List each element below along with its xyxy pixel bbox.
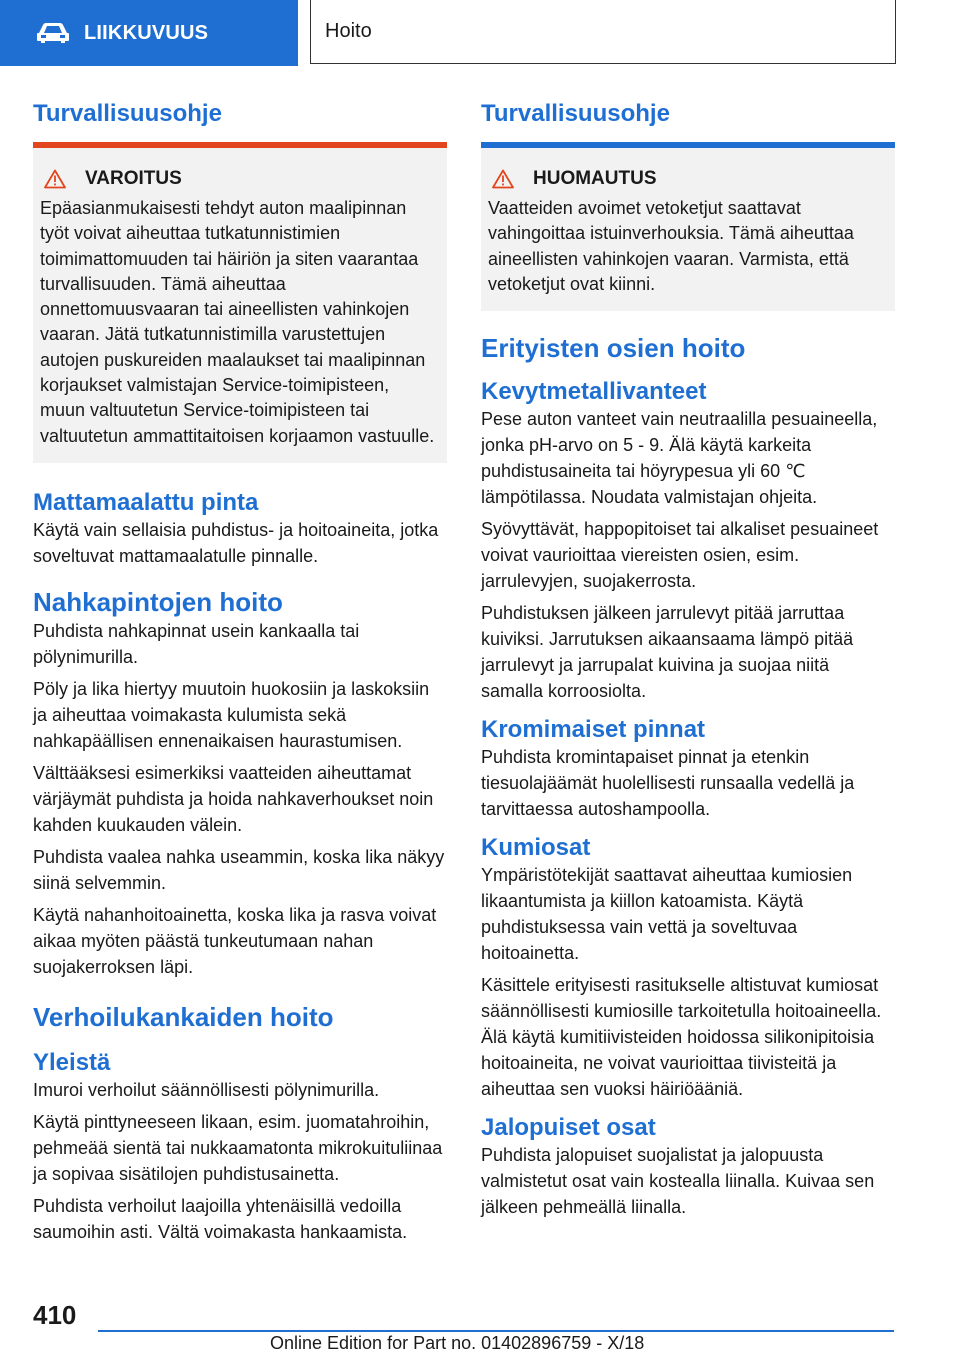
general-title: Yleistä xyxy=(33,1048,111,1076)
warning-box xyxy=(33,142,447,463)
general-p3: Puhdista verhoilut laajoilla yhtenäisillä vedoilla saumoihin asti. Vältä voimakasta hankaamista. xyxy=(33,1195,408,1242)
rubber-p1: Ympäristötekijät saattavat aiheuttaa kumiosien likaantumista ja kiillon katoamista. Käytä puhdistuksessa vain vettä ja soveltuvaa hoitoainetta. xyxy=(481,865,853,964)
section-label: LIIKKUVUUS xyxy=(84,21,209,44)
safety-title-right: Turvallisuusohje xyxy=(481,100,670,127)
warning-text: Epäasianmukaisesti tehdyt auton maalipinnan työt voivat aiheuttaa tutkatunnistimien toimimattomuuden tai häiriön ja siten vaarantaa turvallisuuden. Tämä aiheuttaa onnettomuusvaaran tai aineellisten vahinkojen vaaran. Jätä tutkatunnistimilla varustettujen autojen puskureiden maalaukset tai maalipinnan korjaukset valmistajan Service-toimipisteen, muun valtuutetun Service-toimipisteen tai valtuutetun ammattitaitoisen korjaamon vastuulle. xyxy=(40,198,435,446)
alloy-title: Kevytmetallivanteet xyxy=(481,378,707,406)
footer-divider xyxy=(98,1330,894,1332)
precious-p1: Puhdista jalopuiset suojalistat ja jalopuusta valmistetut osat vain kostealla liinalla. Kuivaa sen jälkeen pehmeällä liinalla. xyxy=(481,1145,875,1218)
chrome-title: Kromimaiset pinnat xyxy=(481,716,706,744)
warning-triangle-icon xyxy=(44,169,66,189)
page-number: 410 xyxy=(33,1300,77,1330)
matte-text: Käytä vain sellaisia puhdistus- ja hoitoaineita, jotka soveltuvat mattamaalatulle pinnalle. xyxy=(33,519,439,566)
right-column xyxy=(481,96,895,1226)
chapter-header xyxy=(310,0,896,64)
leather-p5: Käytä nahanhoitoainetta, koska lika ja rasva voivat aikaa myöten päästä tunkeutumaan nahan suojakerroksen läpi. xyxy=(33,904,437,977)
notice-box xyxy=(481,142,895,311)
leather-p4: Puhdista vaalea nahka useammin, koska lika näkyy siinä selvemmin. xyxy=(33,846,445,893)
alloy-p3: Puhdistuksen jälkeen jarrulevyt pitää jarruttaa kuiviksi. Jarrutuksen aikaansaama lämpö pitää jarrulevyt ja jarrupalat kuivina ja suojaa niitä samalla korroosiolta. xyxy=(481,603,854,702)
chapter-label: Hoito xyxy=(325,20,372,42)
precious-title: Jalopuiset osat xyxy=(481,1114,656,1142)
alloy-p2: Syövyttävät, happopitoiset tai alkaliset pesuaineet voivat vaurioittaa viereisten osien, esim. jarrulevyjen, suojakerrosta. xyxy=(481,519,879,592)
safety-title-left: Turvallisuusohje xyxy=(33,100,222,127)
section-tab[interactable] xyxy=(0,0,298,66)
leather-title: Nahkapintojen hoito xyxy=(33,586,283,617)
leather-p2: Pöly ja lika hiertyy muutoin huokosiin ja laskoksiin ja aiheuttaa voimakasta kulumista sekä nahkapäällisen ennenaikaisen haurastumisen. xyxy=(33,678,430,751)
alloy-p1: Pese auton vanteet vain neutraalilla pesuaineella, jonka pH-arvo on 5 - 9. Älä käytä karkeita puhdistusaineita tai höyrypesua yli 60 ℃ lämpötilassa. Noudata valmistajan ohjeita. xyxy=(481,409,878,508)
leather-p1: Puhdista nahkapinnat usein kankaalla tai pölynimurilla. xyxy=(33,620,360,667)
special-title: Erityisten osien hoito xyxy=(481,333,746,364)
rubber-p2: Käsittele erityisesti rasitukselle altistuvat kumiosat säännöllisesti kumiosille tarkoitetulla hoitoaineella. Älä käytä kumitiivisteiden hoidossa silikonipitoisia hoitoaineita, ne voivat vaurioittaa tiivisteitä ja aiheuttaa sen vuoksi häiriöääniä. xyxy=(481,975,882,1100)
upholstery-title: Verhoilukankaiden hoito xyxy=(33,1001,334,1032)
matte-title: Mattamaalattu pinta xyxy=(33,488,259,516)
notice-text: Vaatteiden avoimet vetoketjut saattavat vahingoittaa istuinverhouksia. Tämä aiheuttaa aineellisten vahinkojen vaaran. Varmista, että vetoketjut ovat kiinni. xyxy=(488,198,854,294)
left-column xyxy=(33,96,447,1251)
chrome-p1: Puhdista kromintapaiset pinnat ja etenkin tiesuolajäämät huolellisesti runsaalla vedellä ja tarvittaessa autoshampoolla. xyxy=(481,747,855,820)
notice-triangle-icon xyxy=(492,169,514,189)
car-icon xyxy=(36,22,70,44)
notice-title: HUOMAUTUS xyxy=(533,168,657,189)
general-p2: Käytä pinttyneeseen likaan, esim. juomatahroihin, pehmeää sientä tai nukkaamatonta mikrokuituliinaa ja sopivaa sisätilojen puhdistusainetta. xyxy=(33,1111,443,1184)
footer-edition: Online Edition for Part no. 01402896759 - X/18 xyxy=(270,1333,645,1353)
general-p1: Imuroi verhoilut säännöllisesti pölynimurilla. xyxy=(33,1079,380,1100)
warning-title: VAROITUS xyxy=(85,168,182,189)
rubber-title: Kumiosat xyxy=(481,834,591,862)
leather-p3: Välttääksesi esimerkiksi vaatteiden aiheuttamat värjäymät puhdista ja hoida nahkaverhoukset noin kahden kuukauden välein. xyxy=(33,762,434,835)
